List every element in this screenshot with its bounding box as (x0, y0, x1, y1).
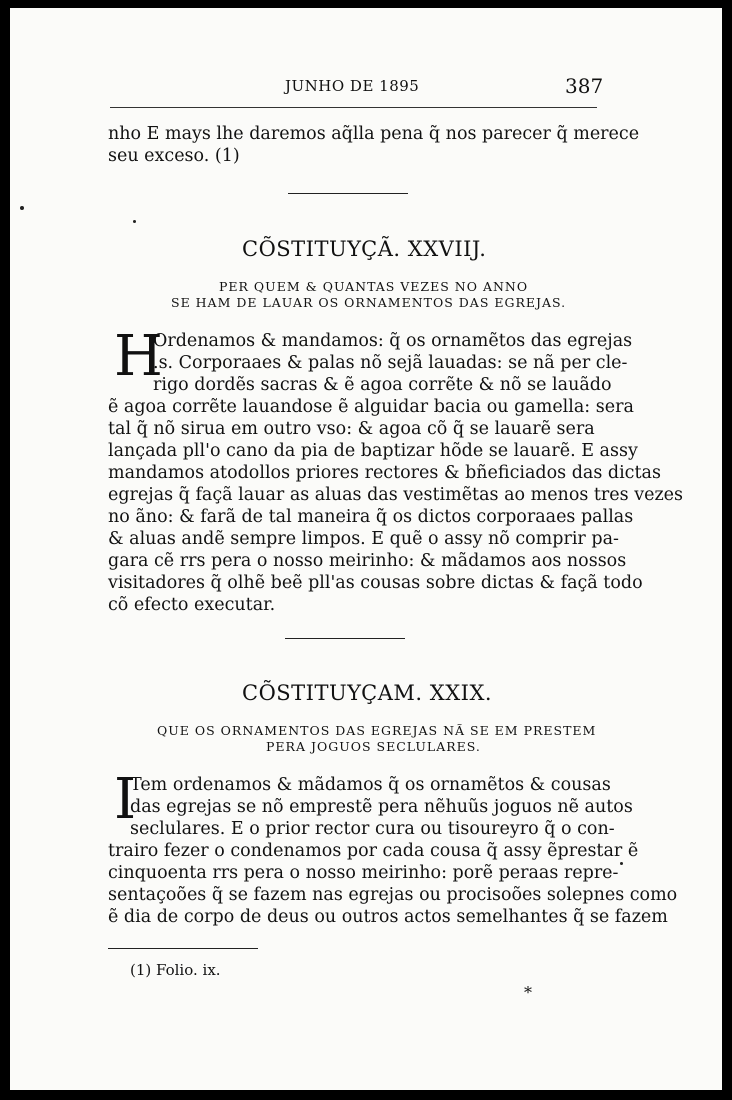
body-line: lançada pll'o cano da pia de baptizar hõde se lauarẽ. E assy (108, 441, 638, 461)
section-subheading: QUE OS ORNAMENTOS DAS EGREJAS NÃ SE EM PRESTEM (157, 723, 597, 738)
body-line: visitadores q̃ olhẽ beẽ pll'as cousas sobre dictas & façã todo (108, 573, 643, 593)
section-subheading: PERA JOGUOS SECLULARES. (266, 739, 481, 754)
body-line: das egrejas se nõ emprestẽ pera nẽhuũs joguos nẽ autos (130, 797, 633, 817)
section-subheading: SE HAM DE LAUAR OS ORNAMENTOS DAS EGREJAS. (171, 295, 567, 310)
body-line: seclulares. E o prior rector cura ou tisoureyro q̃ o con- (130, 819, 615, 839)
body-line: no ãno: & farã de tal maneira q̃ os dictos corporaaes pallas (108, 507, 634, 527)
running-header: JUNHO DE 1895 (285, 77, 420, 95)
footnote-rule (108, 948, 258, 949)
body-line: .s. Corporaaes & palas nõ sejã lauadas: se nã per cle- (153, 353, 628, 373)
print-speck (133, 220, 136, 223)
body-line: trairo fezer o condenamos por cada cousa q̃ assy ẽprestar ẽ (108, 841, 639, 861)
body-line: cinquoenta rrs pera o nosso meirinho: porẽ peraas repre- (108, 863, 619, 883)
body-line: ẽ agoa corrẽte lauandose ẽ alguidar bacia ou gamella: sera (108, 397, 634, 417)
print-speck (20, 206, 24, 210)
body-line: mandamos atodollos priores rectores & bñeficiados das dictas (108, 463, 661, 483)
page-number: 387 (565, 74, 604, 98)
body-line: cõ efecto executar. (108, 595, 276, 615)
body-line: sentaçoões q̃ se fazem nas egrejas ou procisoões solepnes como (108, 885, 678, 905)
document-page (10, 8, 722, 1090)
body-line: gara cẽ rrs pera o nosso meirinho: & mãdamos aos nossos (108, 551, 627, 571)
body-line: & aluas andẽ sempre limpos. E quẽ o assy nõ comprir pa- (108, 529, 619, 549)
body-line: rigo dordẽs sacras & ẽ agoa corrẽte & nõ se lauãdo (153, 375, 612, 395)
body-line: Tem ordenamos & mãdamos q̃ os ornamẽtos & cousas (130, 775, 611, 795)
section-divider (285, 638, 405, 639)
section-subheading: PER QUEM & QUANTAS VEZES NO ANNO (219, 279, 529, 294)
asterisk-mark: * (524, 983, 532, 1002)
header-rule (110, 107, 597, 108)
drop-cap: H (114, 324, 163, 389)
body-line: tal q̃ nõ sirua em outro vso: & agoa cõ q̃ se lauarẽ sera (108, 419, 595, 439)
intro-line: nho E mays lhe daremos aq̃lla pena q̃ nos parecer q̃ merece (108, 124, 640, 144)
body-line: Ordenamos & mandamos: q̃ os ornamẽtos das egrejas (153, 331, 633, 351)
section-heading: CÕSTITUYÇAM. XXIX. (242, 681, 493, 705)
intro-line: seu exceso. (1) (108, 146, 240, 166)
footnote: (1) Folio. ix. (130, 961, 221, 979)
body-line: ẽ dia de corpo de deus ou outros actos semelhantes q̃ se fazem (108, 907, 668, 927)
drop-cap: I (114, 767, 137, 832)
section-divider (288, 193, 408, 194)
print-speck (620, 862, 623, 865)
section-heading: CÕSTITUYÇÃ. XXVIIJ. (242, 237, 487, 261)
body-line: egrejas q̃ façã lauar as aluas das vestimẽtas ao menos tres vezes (108, 485, 683, 505)
